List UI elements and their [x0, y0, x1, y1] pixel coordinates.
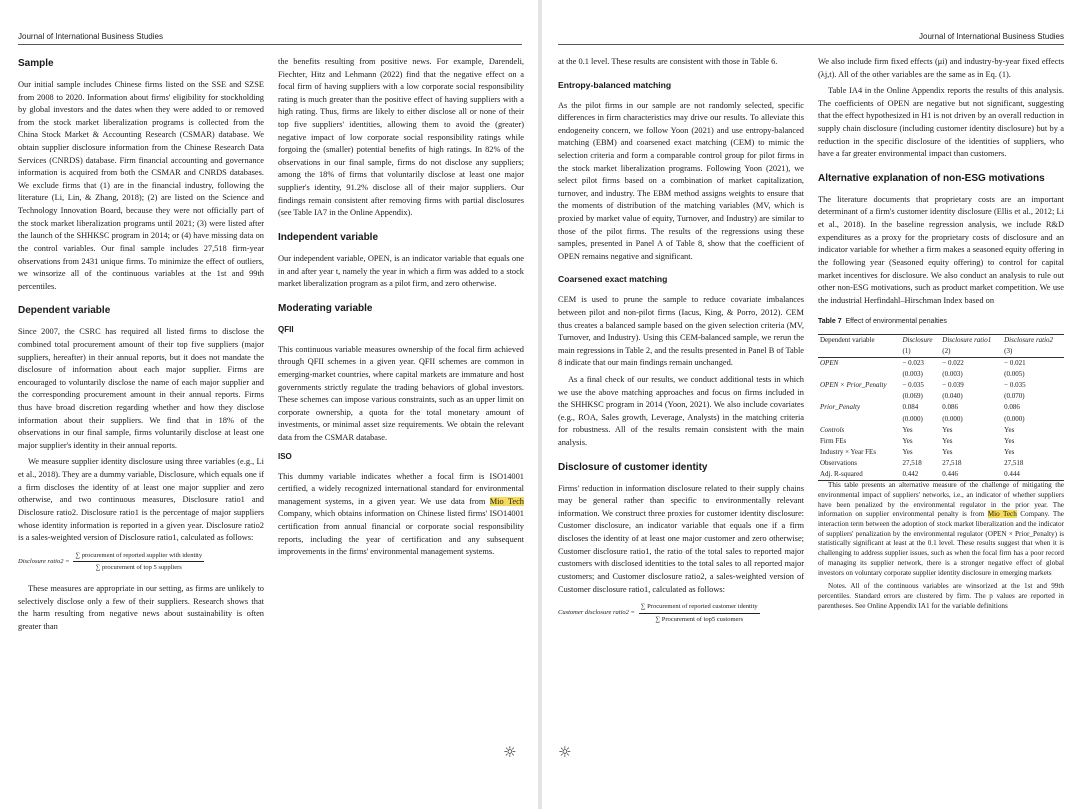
section-heading-sample: Sample [18, 58, 54, 69]
table-cell: − 0.039 [942, 381, 964, 390]
table-cell: 27,518 [1004, 458, 1024, 467]
left-page-column-1 [18, 56, 264, 638]
equation-fraction [639, 602, 760, 625]
table-caption [818, 317, 1064, 328]
column-subheader: (3) [1002, 346, 1064, 358]
row-label [818, 369, 900, 380]
equation-numerator: ∑ Procurement of reported customer identity [639, 602, 760, 614]
table-row [818, 447, 1064, 458]
table-cell: (0.069) [902, 392, 923, 401]
paragraph: Firms' reduction in information disclosure related to their supply chains may be general rather than specific to environmentally relevant information. We construct three proxies for customer identity disclosure: Customer disclosure, an indicator variable that equals one if a firm discloses the identity of at least one major customer and zero otherwise; Customer disclosure ratio1, the ratio of the total sales to reported major customers with disclosed identities to the total sales to all reported major customers; and Customer disclosure ratio2, a sales-weighted version of Customer disclosure ratio1, calculated as follows: [558, 483, 804, 594]
table-row [818, 458, 1064, 469]
table-cell: − 0.035 [902, 381, 924, 390]
running-head: Journal of International Business Studies [919, 32, 1064, 41]
text-run: This table presents an alternative measure of the challenge of mitigating the environmental impact of suppliers' networks, i.e., an indicator of whether suppliers have been penalized by the environmental regulator in the prior year. The information on supplier environmental penalty is from [818, 481, 1064, 519]
table-cell: 0.444 [1002, 469, 1064, 481]
equation-numerator: ∑ procurement of reported supplier with identity [73, 551, 204, 563]
table-cell: (0.000) [942, 414, 963, 423]
equation-denominator: ∑ Procurement of top5 customers [655, 615, 744, 623]
running-head: Journal of International Business Studies [18, 32, 163, 41]
row-label: Firm FEs [820, 436, 847, 445]
header-rule [558, 44, 1064, 45]
table-row [818, 436, 1064, 447]
sun-gear-icon[interactable]: ☼ [503, 743, 517, 761]
equation-disclosure-ratio2 [18, 551, 264, 574]
table-cell: Yes [942, 425, 953, 434]
paragraph: These measures are appropriate in our setting, as firms are unlikely to selectively disclose only a few of their suppliers. Research shows that the harm resulting from negative news about sustainability is often greater than [18, 584, 264, 632]
column-subheader [818, 346, 900, 358]
section-heading-dependent-variable: Dependent variable [18, 305, 111, 317]
right-page [542, 0, 1080, 809]
section-heading-entropy-balanced-matching: Entropy-balanced matching [558, 79, 672, 90]
table-row [818, 402, 1064, 413]
row-label [818, 414, 900, 425]
table-cell: Yes [902, 447, 913, 456]
table-cell: Yes [1004, 447, 1015, 456]
row-label: Industry × Year FEs [820, 447, 877, 456]
paragraph-iso [278, 471, 524, 559]
table-cell: 27,518 [942, 458, 962, 467]
table-cell: (0.003) [942, 370, 963, 379]
column-header: Disclosure ratio1 [940, 334, 1002, 346]
table-cell: Yes [942, 436, 953, 445]
column-subheader: (1) [900, 346, 940, 358]
section-heading-customer-identity: Disclosure of customer identity [558, 461, 708, 473]
section-heading-independent-variable: Independent variable [278, 231, 379, 243]
table-cell: (0.040) [942, 392, 963, 401]
table-note [818, 481, 1064, 578]
equation-customer-disclosure-ratio2 [558, 602, 804, 625]
row-label: OPEN [820, 359, 839, 368]
paragraph: Table IA4 in the Online Appendix reports the results of this analysis. The coefficients of OPEN are negative but not significant, suggesting that the effect hypothesized in H1 is not driven by an overall reduction in supply chain disclosure (including customer identity disclosure) but by a reduction in the specific disclosure of the identities of suppliers, who have a far greater environmental impact than customers. [818, 86, 1064, 159]
paragraph: at the 0.1 level. These results are consistent with those in Table 6. [558, 57, 778, 66]
table-cell: (0.070) [1004, 392, 1025, 401]
table-row [818, 469, 1064, 481]
row-label: OPEN × Prior_Penalty [820, 381, 887, 390]
paragraph: As the pilot firms in our sample are not randomly selected, specific differences in firm characteristics may drive our results. To alleviate this endogeneity concern, we follow Yoon (2021) and use entropy-balanced matching (EBM) and coarsened exact matching (CEM) to mimic the selection criteria and form a comparable control group for pilot firms in the stock market liberalization programs. Following Yoon (2021), we select pilot firms based on a combination of market capitalization, turnover, and industry. The EBM method assigns weights to ensure that the moments of distribution of the matching variables (MV, which is proxied by market value of equity, Turnover, and Industry) are similar to those of the pilot firms. The results of the regressions using these samples, presented in Panel A of Table 8, show that the coefficient of OPEN remains negative and significant. [558, 100, 804, 261]
column-header: Disclosure [900, 334, 940, 346]
table-cell: 0.442 [900, 469, 940, 481]
row-label: Prior_Penalty [820, 403, 861, 412]
right-page-column-1 [558, 56, 804, 635]
row-label: Adj. R-squared [818, 469, 900, 481]
table-subheader-row [818, 346, 1064, 358]
text-run: This dummy variable indicates whether a focal firm is ISO14001 certified, a widely recognized international standard for environmental management systems, in a given year. We use data from [278, 471, 524, 506]
table-cell: 27,518 [902, 458, 922, 467]
table-7 [818, 334, 1064, 481]
table-caption-label: Table 7 [818, 318, 842, 326]
table-cell: − 0.023 [902, 359, 924, 368]
table-header-row [818, 334, 1064, 346]
table-row [818, 358, 1064, 370]
table-cell: 0.084 [902, 403, 919, 412]
equation-lhs: Disclosure ratio2 = [18, 558, 70, 566]
section-heading-coarsened-exact-matching: Coarsened exact matching [558, 274, 668, 285]
table-row [818, 425, 1064, 436]
table-cell: (0.003) [902, 370, 923, 379]
table-cell: Yes [902, 425, 913, 434]
section-heading-moderating-variable: Moderating variable [278, 302, 373, 314]
section-heading-alternative-explanation: Alternative explanation of non-ESG motivations [818, 172, 1045, 184]
text-run: Company, which obtains information on Chinese listed firms' ISO14001 certification from annual financial or corporate social responsibility reports, including the year of certification and any subsequent improvements in the firms' environmental management systems. [278, 509, 524, 557]
text-run: Company. The interaction term between the adoption of stock market liberalization and the indicator of suppliers' penalization by the environmental regulator (OPEN × Prior_Penalty) is statistically significant at least at the 0.1 level. These results suggest that when it is challenging to address supplier issues, such as when the focal firm has a poor record of managing its supplier network, there is a stronger negative effect of global investors on voluntary corporate supplier identity disclosure in emerging markets [818, 510, 1064, 577]
table-cell: Yes [1004, 436, 1015, 445]
table-cell: Yes [1004, 425, 1015, 434]
paragraph: The literature documents that proprietary costs are an important determinant of a firm's customer identity disclosure (Ellis et al., 2012; Li et al., 2018). In the baseline regression analysis, we include R&D expenditures as a proxy for the proprietary costs of disclosure and an indicator variable for whether a firm makes a seasoned equity offering in the following year (Seasoned equity offering) to control for capital market incentives for disclosure. We also conduct an analysis to rule out other non-ESG motivations, such as product market competition. We use the industrial Herfindahl–Hirschman Index based on [818, 194, 1064, 305]
table-caption-text: Effect of environmental penalties [845, 318, 947, 326]
table-body [818, 358, 1064, 481]
subsection-heading-iso: ISO [278, 451, 292, 461]
table-cell: 0.086 [1004, 403, 1020, 412]
column-header: Dependent variable [818, 334, 900, 346]
table-cell: 0.086 [942, 403, 959, 412]
highlighted-text[interactable]: Mio Tech [987, 510, 1017, 519]
table-cell: (0.000) [1004, 414, 1025, 423]
paragraph: This continuous variable measures ownership of the focal firm achieved through QFII schemes in a given year. QFII schemes are common in emerging-market countries, where capital markets are immature and host governments strictly regulate the trading behaviors of global investors. These schemes can impose various constraints, such as an upper limit on corporate ownership, a quota for the total monetary amount of investments, or minimal asset size requirements. We obtain the relevant data from the CSMAR database. [278, 344, 524, 443]
column-subheader: (2) [940, 346, 1002, 358]
table-notes: Notes. All of the continuous variables are winsorized at the 1st and 99th percentiles. Standard errors are clustered by firm. The p values are reported in parentheses. See Online Appendix IA1 for the variable definitions [818, 582, 1064, 610]
paragraph: Our initial sample includes Chinese firms listed on the SSE and SZSE from 2008 to 2020. Information about firms' eligibility for stockholding by global investors and the dates when they were added to or removed from the stock market liberalization programs is collected from the China Stock Market & Accounting Research (CSMAR) database. We obtain supplier disclosure information from the Chinese Research Data Services (CNRDS) database. Firm financial accounting and governance information is acquired from both the CSMAR and CNRDS databases. We exclude firms that (1) are in the financial industry, following the literature (Li, Lin, & Zhang, 2018); (2) are listed on the Science and Technology Innovation Board, because they were not officially part of the stock market liberalization programs until 2021; (3) were listed after the launch of the SHHKSC program in 2014; or (4) have missing data on the control variables. Our final sample includes 27,518 firm-year observations from 2431 unique firms. To minimize the effect of outliers, we winsorize all of the continuous variables at the 1st and 99th percentiles. [18, 80, 264, 291]
left-page-column-2 [278, 56, 524, 563]
column-header: Disclosure ratio2 [1002, 334, 1064, 346]
paragraph: the benefits resulting from positive news. For example, Darendeli, Fiechter, Hitz and Lehmann (2022) find that the negative effect on a focal firm of having suppliers with a low corporate social responsibility rating is much greater than the positive effect of having suppliers with a high rating. Thus, firms are likely to either disclose all or none of their top five suppliers' identities, allowing them to avoid the (greater) negative impact of low corporate social responsibility ratings while forgoing the (smaller) potential benefits of high ratings. In 82% of the observations in our final sample, firms do not disclose any suppliers; among the 18% of firms that voluntarily disclose at least one major supplier's identity, 91.2% disclose all of their major suppliers. Our findings remain consistent after removing firms with partial disclosures (see Table IA7 in the Online Appendix). [278, 57, 524, 218]
equation-fraction [73, 551, 204, 574]
paragraph: Since 2007, the CSRC has required all listed firms to disclose the combined total procurement amount of their top five suppliers (major suppliers, hereafter) in their annual reports, but it does not mandate the disclosure of information about each major supplier. Firms are encouraged to voluntarily disclose the name of each major supplier and the corresponding procurement amount in their annual reports. Firms thus have broad discretion regarding whether and how they disclose information about their suppliers. We find that in 18% of the observations in our final sample, firms voluntarily disclose at least one major supplier's identity in their annual reports. [18, 327, 264, 450]
table-cell: (0.000) [902, 414, 923, 423]
paragraph: We also include firm fixed effects (μi) and industry-by-year fixed effects (λj,t). All of the other variables are the same as in Eq. (1). [818, 57, 1064, 79]
table-cell: − 0.035 [1004, 381, 1026, 390]
equation-denominator: ∑ procurement of top 5 suppliers [95, 564, 182, 572]
table-cell: Yes [942, 447, 953, 456]
left-page [0, 0, 538, 809]
table-cell: Yes [902, 436, 913, 445]
table-cell: − 0.022 [942, 359, 964, 368]
table-cell: − 0.021 [1004, 359, 1026, 368]
table-cell: (0.005) [1004, 370, 1025, 379]
table-row [818, 414, 1064, 425]
table-row [818, 369, 1064, 380]
highlighted-text[interactable]: Mio Tech [489, 496, 524, 506]
header-rule [18, 44, 522, 45]
row-label: Observations [820, 458, 857, 467]
paragraph: We measure supplier identity disclosure using three variables (e.g., Li et al., 2018). They are a dummy variable, Disclosure, which equals one if a firm discloses the identity of at least one major supplier and zero otherwise, and two continuous measures, Disclosure ratio1 and Disclosure ratio2. Disclosure ratio1 is the percentage of major suppliers whose identity information is reported in a given year. Disclosure ratio2 is a sales-weighted version of Disclosure ratio1, calculated as follows: [18, 457, 264, 543]
row-label [818, 391, 900, 402]
row-label: Controls [820, 425, 845, 434]
table-cell: 0.446 [940, 469, 1002, 481]
paragraph: CEM is used to prune the sample to reduce covariate imbalances between pilot and non-pilot firms (Iacus, King, & Porro, 2012). CEM thus creates a balanced sample based on the given selection criteria (MV, Turnover, and Industry). Using this CEM-balanced sample, we rerun the main regressions in Table 2, and the results presented in Panel B of Table 8 indicate that our main findings remain unchanged. [558, 295, 804, 368]
sun-gear-icon[interactable]: ☼ [558, 743, 572, 761]
table-row [818, 391, 1064, 402]
table-row [818, 380, 1064, 391]
right-page-column-2 [818, 56, 1064, 615]
equation-lhs: Customer disclosure ratio2 = [558, 609, 635, 617]
subsection-heading-qfii: QFII [278, 324, 294, 334]
paragraph: As a final check of our results, we conduct additional tests in which we use the above matching approaches and focus on firms included in the SHHKSC program in 2014 (Yoon, 2021). We also include covariates (e.g., ROA, Sales growth, Leverage, Analysts) in the matching criteria for robustness. All of the results remain consistent with the main analysis. [558, 374, 804, 448]
paragraph: Our independent variable, OPEN, is an indicator variable that equals one in and after year t, namely the year in which a firm was added to a stock market liberalization program as a pilot firm, and zero otherwise. [278, 253, 524, 289]
